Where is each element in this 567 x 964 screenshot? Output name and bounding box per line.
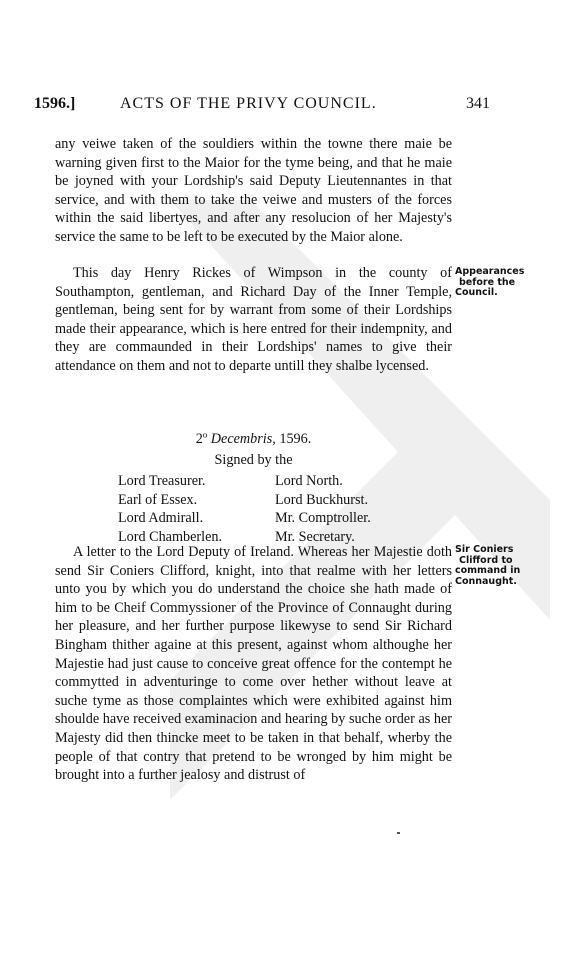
print-mark [397, 832, 400, 834]
signatory: Lord Treasurer. [118, 473, 206, 489]
paragraph-3: A letter to the Lord Deputy of Ireland. Whereas her Majestie doth send Sir Coniers Clifford, knight, into that realme with her letters unto you by which you do understand the choice she hath made of him to be Cheif Commyssioner of the Province of Connaught during her pleasure, and her further purpose likewyse to send Sir Richard Bingham thither againe at this present, against whom althoughe her Majestie had just cause to conceive great offence for the contempt he commytted in adventuringe to come over hether without leave at suche tyme as those complaintes which were exhibited against him shoulde have received examinacion and hearing by suche order as her Majesty did then thincke meet to be taken in that behalf, wherby the people of that contry that pretend to be wronged by him might be brought into a further jealosy and distrust of [55, 544, 452, 784]
running-header [34, 95, 490, 117]
signed-by-heading: Signed by the [214, 452, 293, 468]
sidenote-line: before the [459, 276, 516, 288]
sidenote-line: Clifford to [459, 554, 513, 566]
signatory-row [118, 472, 435, 491]
signatory-row [118, 491, 435, 510]
sidenote-line: Connaught. [455, 575, 517, 587]
sidenote-line: Appearances [455, 266, 525, 277]
sidenote-clifford [455, 545, 545, 587]
date-day: 2º [195, 431, 208, 447]
signatory: Lord North. [275, 473, 343, 489]
page-number: 341 [466, 95, 490, 112]
signatory: Lord Chamberlen. [118, 528, 223, 545]
header-title: ACTS OF THE PRIVY COUNCIL. [120, 95, 377, 112]
signatory: Lord Admirall. [118, 510, 204, 527]
signatory: Mr. Comptroller. [275, 510, 371, 527]
paragraph-2: This day Henry Rickes of Wimpson in the county of Southampton, gentleman, and Richard Day of the Inner Temple, gentleman, being sent for by warrant from some of their Lordships made their appearance, which is here entred for their indempnity, and they are commaunded in their Lordships' names to give their attendance on them and not to departe untill they shalbe lycensed. [55, 265, 452, 374]
sidenote-line: Council. [455, 287, 498, 298]
date-year: 1596. [279, 431, 312, 447]
signatory: Earl of Essex. [118, 491, 198, 508]
header-year: 1596.] [34, 95, 76, 112]
sidenote-line: Sir Coniers [455, 544, 514, 555]
signatory-row [118, 509, 435, 528]
meeting-date [55, 431, 452, 448]
sidenote-line: command in [455, 565, 521, 576]
date-month: Decembris, [210, 431, 276, 447]
signatory: Mr. Secretary. [275, 528, 355, 545]
signatories-list [118, 472, 435, 546]
paragraph-1: any veiwe taken of the souldiers within the towne there maie be warning given first to the Maior for the tyme being, and that he maie be joyned with your Lordship's said Deputy Lieutennantes in that service, and with them to take the veiwe and musters of the forces within the said libertyes, and after any resolucion of her Majesty's service the same to be left to be executed by the Maior alone. [55, 136, 452, 245]
signatory: Lord Buckhurst. [275, 491, 368, 508]
sidenote-appearances [455, 267, 545, 299]
